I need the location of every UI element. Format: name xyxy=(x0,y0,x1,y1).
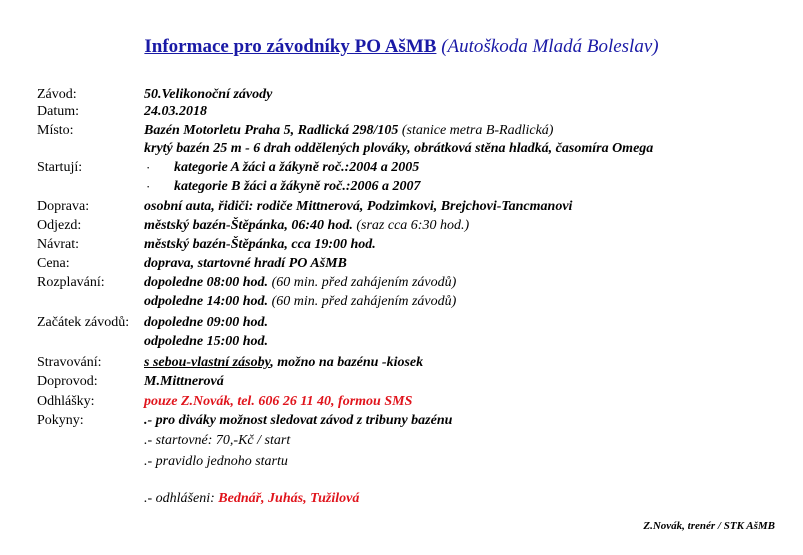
label-rozplavani: Rozplavání: xyxy=(37,275,105,290)
pokyny-1: .- pro diváky možnost sledovat závod z tribuny bazénu xyxy=(144,413,453,428)
row-odjezd xyxy=(0,218,803,236)
row-datum xyxy=(0,104,803,122)
label-misto: Místo: xyxy=(37,123,74,138)
row-startuji xyxy=(0,160,803,178)
row-navrat xyxy=(0,237,803,255)
row-pokyny xyxy=(0,413,803,431)
value-doprovod: M.Mittnerová xyxy=(144,374,224,389)
value-rozplavani-2 xyxy=(144,294,456,310)
label-zacatek: Začátek závodů: xyxy=(37,315,130,330)
zacatek-morning: dopoledne 09:00 hod. xyxy=(144,315,269,330)
value-misto-2: krytý bazén 25 m - 6 drah oddělených plováky, obrátková stěna hladká, časomíra Omega xyxy=(144,141,654,156)
value-misto xyxy=(144,123,553,139)
zacatek-afternoon: odpoledne 15:00 hod. xyxy=(144,334,269,349)
label-cena: Cena: xyxy=(37,256,70,271)
label-doprovod: Doprovod: xyxy=(37,374,98,389)
rozplavani-note-2: (60 min. před zahájením závodů) xyxy=(271,294,457,309)
odjezd-time: městský bazén-Štěpánka, 06:40 hod. xyxy=(144,218,353,233)
row-startuji-2 xyxy=(0,179,803,197)
title-main: Informace pro závodníky PO AšMB xyxy=(144,36,437,57)
page-title xyxy=(0,36,803,58)
row-odhlasky xyxy=(0,394,803,412)
label-odjezd: Odjezd: xyxy=(37,218,82,233)
value-navrat: městský bazén-Štěpánka, cca 19:00 hod. xyxy=(144,237,376,252)
row-zavod xyxy=(0,87,803,105)
value-cena: doprava, startovné hradí PO AšMB xyxy=(144,256,347,271)
pokyny-2: .- startovné: 70,-Kč / start xyxy=(144,433,291,448)
row-stravovani xyxy=(0,355,803,373)
row-odhlaseni xyxy=(0,491,803,509)
row-pokyny-2 xyxy=(0,433,803,451)
row-rozplavani xyxy=(0,275,803,293)
category-b: kategorie B žáci a žákyně roč.:2006 a 2007 xyxy=(174,179,421,194)
row-rozplavani-2 xyxy=(0,294,803,312)
footer-signature: Z.Novák, trenér / STK AšMB xyxy=(643,520,775,532)
row-pokyny-3 xyxy=(0,454,803,472)
value-datum: 24.03.2018 xyxy=(144,104,207,119)
row-doprovod xyxy=(0,374,803,392)
value-odjezd xyxy=(144,218,469,234)
label-startuji: Startují: xyxy=(37,160,83,175)
category-a: kategorie A žáci a žákyně roč.:2004 a 2005 xyxy=(174,160,420,175)
row-zacatek xyxy=(0,315,803,333)
label-stravovani: Stravování: xyxy=(37,355,102,370)
label-navrat: Návrat: xyxy=(37,237,79,252)
label-datum: Datum: xyxy=(37,104,79,119)
row-misto-2 xyxy=(0,141,803,159)
misto-address: Bazén Motorletu Praha 5, Radlická 298/105 xyxy=(144,123,399,138)
row-zacatek-2 xyxy=(0,334,803,352)
rozplavani-morning: dopoledne 08:00 hod. xyxy=(144,275,269,290)
label-pokyny: Pokyny: xyxy=(37,413,84,428)
odhlaseni-names: Bednář, Juhás, Tužilová xyxy=(218,491,360,506)
pokyny-3: .- pravidlo jednoho startu xyxy=(144,454,288,469)
value-odhlasky: pouze Z.Novák, tel. 606 26 11 40, formou SMS xyxy=(144,394,413,409)
row-doprava xyxy=(0,199,803,217)
bullet-icon: · xyxy=(146,160,151,175)
value-stravovani xyxy=(144,355,423,371)
value-rozplavani-1 xyxy=(144,275,456,291)
odjezd-note: (sraz cca 6:30 hod.) xyxy=(356,218,470,233)
value-zavod: 50.Velikonoční závody xyxy=(144,87,273,102)
label-zavod: Závod: xyxy=(37,87,77,102)
value-odhlaseni xyxy=(144,491,359,507)
bullet-icon: · xyxy=(146,179,151,194)
label-odhlasky: Odhlášky: xyxy=(37,394,95,409)
value-doprava: osobní auta, řidiči: rodiče Mittnerová, Podzimkovi, Brejchovi-Tancmanovi xyxy=(144,199,573,214)
label-doprava: Doprava: xyxy=(37,199,90,214)
stravovani-own: s sebou-vlastní zásoby xyxy=(144,355,271,370)
stravovani-rest: , možno na bazénu -kiosek xyxy=(270,355,424,370)
title-subtitle: (Autoškoda Mladá Boleslav) xyxy=(441,36,659,57)
rozplavani-afternoon: odpoledne 14:00 hod. xyxy=(144,294,269,309)
misto-note: (stanice metra B-Radlická) xyxy=(401,123,554,138)
row-cena xyxy=(0,256,803,274)
odhlaseni-prefix: .- odhlášeni: xyxy=(144,491,215,506)
row-misto xyxy=(0,123,803,141)
rozplavani-note-1: (60 min. před zahájením závodů) xyxy=(271,275,457,290)
